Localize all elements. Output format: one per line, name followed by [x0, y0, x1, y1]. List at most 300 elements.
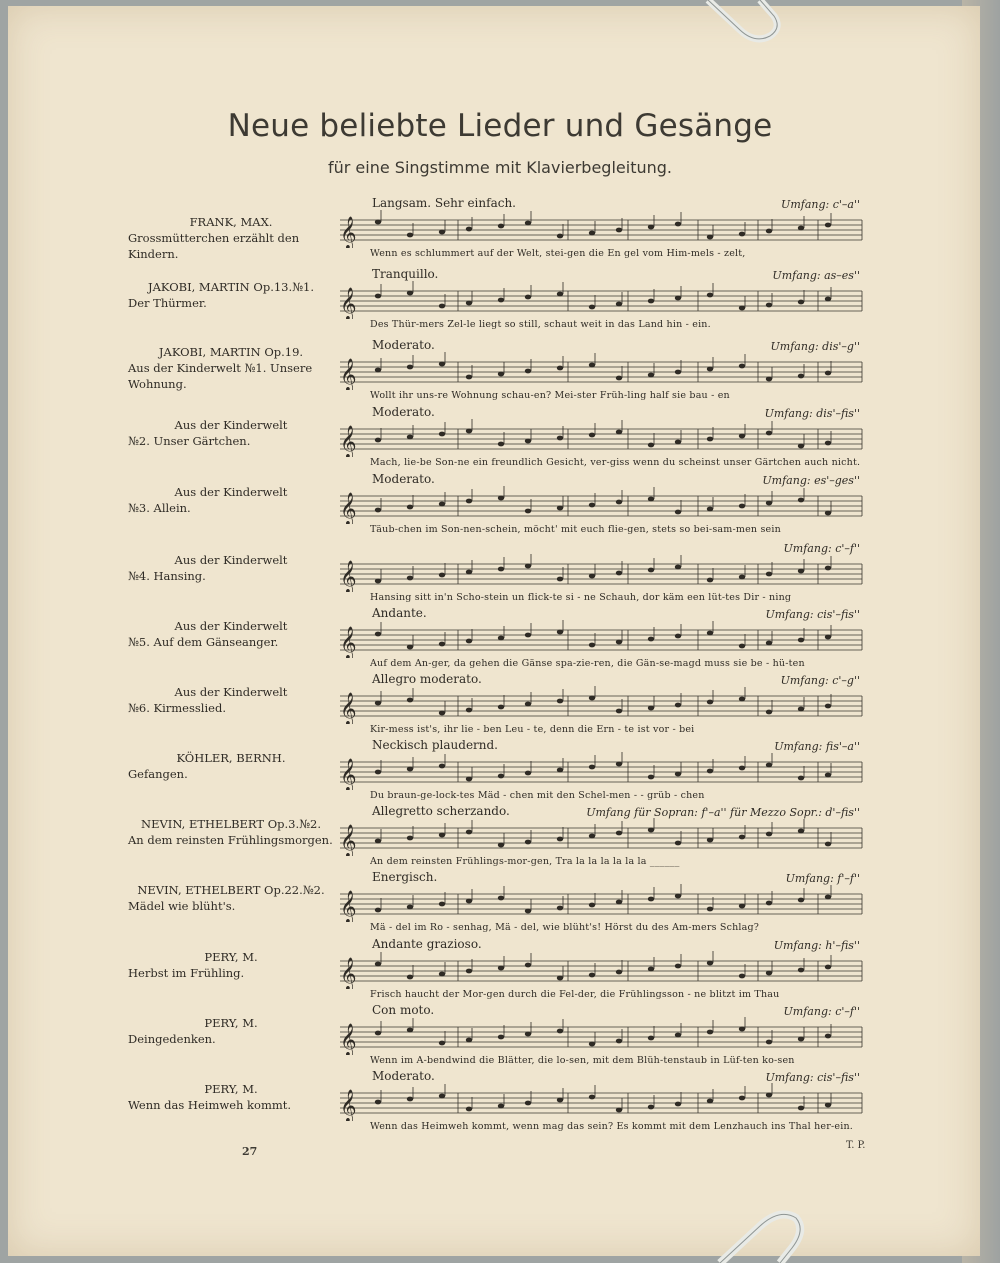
note-head: [739, 232, 745, 237]
note-head: [707, 235, 713, 240]
treble-clef: 𝄞: [340, 957, 357, 989]
note-head: [439, 502, 445, 507]
note-head: [825, 223, 831, 228]
note-head: [407, 291, 413, 296]
song-lyrics: Hansing sitt in'n Scho-stein un flick-te si - ne Schauh, dor käm een lüt-tes Dir - ning: [370, 592, 792, 603]
note-head: [798, 498, 804, 503]
page-subtitle: für eine Singstimme mit Klavierbegleitung.: [327, 158, 672, 177]
note-head: [675, 222, 681, 227]
note-head: [498, 705, 504, 710]
note-head: [825, 773, 831, 778]
note-head: [648, 568, 654, 573]
note-head: [825, 566, 831, 571]
note-head: [707, 1099, 713, 1104]
note-head: [589, 503, 595, 508]
note-head: [466, 570, 472, 575]
note-head: [557, 1098, 563, 1103]
note-head: [616, 831, 622, 836]
note-head: [707, 700, 713, 705]
note-head: [375, 368, 381, 373]
note-head: [525, 295, 531, 300]
note-head: [407, 698, 413, 703]
composer-name: KÖHLER, BERNH.: [176, 751, 286, 765]
tempo-marking: Energisch.: [372, 870, 438, 884]
note-head: [589, 305, 595, 310]
note-head: [707, 961, 713, 966]
note-head: [766, 641, 772, 646]
vocal-range: Umfang: c'–g'': [780, 674, 860, 687]
note-head: [407, 767, 413, 772]
note-head: [407, 233, 413, 238]
song-label: [128, 484, 334, 516]
note-head: [407, 645, 413, 650]
note-head: [589, 903, 595, 908]
note-head: [766, 901, 772, 906]
note-head: [798, 968, 804, 973]
vocal-range: Umfang: c'–f'': [783, 542, 860, 555]
song-label: [128, 684, 334, 716]
note-head: [616, 640, 622, 645]
note-head: [766, 377, 772, 382]
note-head: [525, 221, 531, 226]
note-head: [648, 1036, 654, 1041]
note-head: [825, 842, 831, 847]
treble-clef: 𝄞: [340, 692, 357, 724]
note-head: [766, 1040, 772, 1045]
note-head: [648, 1105, 654, 1110]
music-staff: [338, 1083, 868, 1121]
note-head: [498, 636, 504, 641]
song-lyrics: Du braun-ge-lock-tes Mäd - chen mit den Schel-men - - grüb - chen: [370, 790, 705, 801]
note-head: [557, 234, 563, 239]
note-head: [557, 436, 563, 441]
note-head: [439, 764, 445, 769]
treble-clef: 𝄞: [340, 425, 357, 457]
note-head: [498, 1104, 504, 1109]
note-head: [825, 965, 831, 970]
song-label: [128, 1081, 334, 1113]
note-head: [739, 974, 745, 979]
note-head: [407, 505, 413, 510]
note-head: [648, 225, 654, 230]
composer-name: NEVIN, ETHELBERT Op.22.№2.: [137, 883, 325, 897]
work-title: Der Thürmer.: [128, 296, 207, 310]
treble-clef: 𝄞: [340, 824, 357, 856]
note-head: [766, 431, 772, 436]
note-head: [589, 834, 595, 839]
note-head: [648, 897, 654, 902]
note-head: [466, 375, 472, 380]
note-head: [825, 635, 831, 640]
composer-name: Aus der Kinderwelt: [174, 418, 288, 432]
song-lyrics: Wollt ihr uns-re Wohnung schau-en? Mei-ster Früh-ling half sie bau - en: [370, 390, 730, 401]
note-head: [557, 366, 563, 371]
song-lyrics: Kir-mess ist's, ihr lie - ben Leu - te, denn die Ern - te ist vor - bei: [370, 724, 695, 735]
note-head: [798, 638, 804, 643]
note-head: [557, 768, 563, 773]
note-head: [675, 703, 681, 708]
note-head: [739, 904, 745, 909]
note-head: [675, 296, 681, 301]
song-label: [128, 1015, 334, 1047]
treble-clef: 𝄞: [340, 358, 357, 390]
composer-name: Aus der Kinderwelt: [174, 553, 288, 567]
note-head: [616, 571, 622, 576]
note-head: [589, 433, 595, 438]
note-head: [707, 631, 713, 636]
note-head: [675, 1033, 681, 1038]
treble-clef: 𝄞: [340, 1089, 357, 1121]
note-head: [375, 770, 381, 775]
note-head: [525, 909, 531, 914]
note-head: [766, 710, 772, 715]
note-head: [525, 702, 531, 707]
music-staff: [338, 752, 868, 790]
song-entry: [0, 196, 1000, 264]
note-head: [675, 1102, 681, 1107]
note-head: [675, 634, 681, 639]
note-head: [675, 565, 681, 570]
work-title: №2. Unser Gärtchen.: [128, 434, 251, 448]
work-title: №4. Hansing.: [128, 569, 206, 583]
song-label: [128, 279, 334, 311]
note-head: [439, 972, 445, 977]
song-lyrics: Mach, lie-be Son-ne ein freundlich Gesicht, ver-giss wenn du scheinst unser Gärtchen auch nicht.: [370, 457, 861, 468]
note-head: [648, 443, 654, 448]
music-staff: [338, 486, 868, 524]
note-head: [525, 564, 531, 569]
note-head: [675, 370, 681, 375]
note-head: [616, 500, 622, 505]
note-head: [825, 895, 831, 900]
note-head: [439, 1094, 445, 1099]
note-head: [525, 633, 531, 638]
note-head: [589, 1042, 595, 1047]
note-head: [498, 843, 504, 848]
tempo-marking: Moderato.: [372, 1069, 435, 1083]
music-staff: [338, 352, 868, 390]
note-head: [557, 506, 563, 511]
note-head: [616, 900, 622, 905]
note-head: [675, 440, 681, 445]
note-head: [439, 902, 445, 907]
song-label: [128, 344, 334, 392]
note-head: [525, 369, 531, 374]
composer-name: JAKOBI, MARTIN Op.13.№1.: [148, 280, 314, 294]
song-entry: [0, 937, 1000, 1005]
note-head: [466, 227, 472, 232]
note-head: [466, 639, 472, 644]
note-head: [616, 302, 622, 307]
song-lyrics: Auf dem An-ger, da gehen die Gänse spa-zie-ren, die Gän-se-magd muss sie be - hü-ten: [370, 658, 805, 669]
work-title: №6. Kirmesslied.: [128, 701, 226, 715]
note-head: [825, 704, 831, 709]
note-head: [798, 569, 804, 574]
note-head: [375, 908, 381, 913]
song-label: [128, 214, 334, 262]
note-head: [498, 774, 504, 779]
note-head: [439, 1041, 445, 1046]
note-head: [648, 706, 654, 711]
song-label: [128, 750, 334, 782]
note-head: [407, 365, 413, 370]
note-head: [675, 894, 681, 899]
tempo-marking: Andante grazioso.: [372, 937, 482, 951]
note-head: [375, 839, 381, 844]
note-head: [825, 1034, 831, 1039]
note-head: [525, 771, 531, 776]
vocal-range: Umfang: h'–fis'': [773, 939, 860, 952]
song-lyrics: Wenn das Heimweh kommt, wenn mag das sein? Es kommt mit dem Lenzhauch ins Thal her-ein.: [370, 1121, 854, 1132]
note-head: [707, 507, 713, 512]
note-head: [798, 300, 804, 305]
note-head: [466, 708, 472, 713]
note-head: [407, 1097, 413, 1102]
note-head: [498, 567, 504, 572]
note-head: [525, 1032, 531, 1037]
work-title: Wenn das Heimweh kommt.: [128, 1098, 292, 1112]
vocal-range: Umfang: f'–f'': [785, 872, 860, 885]
treble-clef: 𝄞: [340, 758, 357, 790]
music-staff: [338, 818, 868, 856]
composer-name: Aus der Kinderwelt: [174, 485, 288, 499]
work-title: Grossmütterchen erzählt den Kindern.: [128, 231, 300, 261]
vocal-range: Umfang: cis'–fis'': [765, 608, 860, 621]
tempo-marking: Tranquillo.: [372, 267, 439, 281]
note-head: [439, 833, 445, 838]
vocal-range: Umfang: c'–f'': [783, 1005, 860, 1018]
note-head: [466, 499, 472, 504]
note-head: [589, 1095, 595, 1100]
note-head: [798, 1037, 804, 1042]
song-entry: [0, 606, 1000, 674]
song-label: [128, 949, 334, 981]
vocal-range: Umfang: es'–ges'': [762, 474, 860, 487]
note-head: [766, 501, 772, 506]
note-head: [439, 304, 445, 309]
composer-name: Aus der Kinderwelt: [174, 685, 288, 699]
vocal-range: Umfang: dis'–g'': [770, 340, 860, 353]
note-head: [739, 434, 745, 439]
music-staff: [338, 686, 868, 724]
song-entry: [0, 405, 1000, 473]
tempo-marking: Neckisch plaudernd.: [372, 738, 498, 752]
note-head: [675, 510, 681, 515]
work-title: Aus der Kinderwelt №1. Unsere Wohnung.: [128, 361, 313, 391]
note-head: [466, 899, 472, 904]
note-head: [498, 224, 504, 229]
song-label: [128, 882, 334, 914]
note-head: [707, 437, 713, 442]
note-head: [648, 497, 654, 502]
note-head: [375, 1100, 381, 1105]
note-head: [375, 294, 381, 299]
note-head: [739, 1096, 745, 1101]
note-head: [766, 832, 772, 837]
note-head: [589, 574, 595, 579]
note-head: [739, 1027, 745, 1032]
note-head: [766, 763, 772, 768]
note-head: [766, 303, 772, 308]
note-head: [739, 644, 745, 649]
note-head: [616, 376, 622, 381]
note-head: [557, 630, 563, 635]
treble-clef: 𝄞: [340, 287, 357, 319]
note-head: [498, 496, 504, 501]
note-head: [407, 905, 413, 910]
note-head: [707, 1030, 713, 1035]
composer-name: FRANK, MAX.: [189, 215, 273, 229]
note-head: [825, 1103, 831, 1108]
note-head: [375, 438, 381, 443]
tempo-marking: Allegro moderato.: [372, 672, 482, 686]
note-head: [616, 228, 622, 233]
note-head: [466, 1038, 472, 1043]
note-head: [375, 701, 381, 706]
note-head: [375, 508, 381, 513]
treble-clef: 𝄞: [340, 560, 357, 592]
note-head: [407, 836, 413, 841]
note-head: [439, 432, 445, 437]
note-head: [375, 1031, 381, 1036]
note-head: [439, 642, 445, 647]
music-staff: [338, 554, 868, 592]
music-staff: [338, 210, 868, 248]
work-title: №3. Allein.: [128, 501, 191, 515]
song-entry: [0, 672, 1000, 740]
note-head: [798, 1106, 804, 1111]
tempo-marking: Andante.: [372, 606, 427, 620]
note-head: [739, 364, 745, 369]
music-staff: [338, 1017, 868, 1055]
tempo-marking: Con moto.: [372, 1003, 435, 1017]
song-label: [128, 552, 334, 584]
note-head: [739, 504, 745, 509]
song-entry: [0, 267, 1000, 335]
note-head: [407, 576, 413, 581]
note-head: [439, 573, 445, 578]
song-lyrics: An dem reinsten Frühlings-mor-gen, Tra la la la la la la ______: [370, 856, 680, 867]
note-head: [675, 964, 681, 969]
composer-name: PERY, M.: [204, 1082, 258, 1096]
note-head: [648, 373, 654, 378]
note-head: [739, 766, 745, 771]
work-title: Mädel wie blüht's.: [128, 899, 236, 913]
treble-clef: 𝄞: [340, 492, 357, 524]
note-head: [525, 963, 531, 968]
tempo-marking: Moderato.: [372, 405, 435, 419]
note-head: [407, 435, 413, 440]
song-entry: [0, 1003, 1000, 1071]
note-head: [825, 371, 831, 376]
note-head: [375, 632, 381, 637]
note-head: [466, 777, 472, 782]
song-entry: [0, 540, 1000, 608]
note-head: [798, 444, 804, 449]
note-head: [707, 578, 713, 583]
note-head: [616, 430, 622, 435]
note-head: [466, 1107, 472, 1112]
note-head: [707, 838, 713, 843]
note-head: [675, 772, 681, 777]
note-head: [648, 967, 654, 972]
note-head: [825, 297, 831, 302]
note-head: [498, 298, 504, 303]
note-head: [707, 367, 713, 372]
note-head: [589, 231, 595, 236]
composer-name: NEVIN, ETHELBERT Op.3.№2.: [141, 817, 321, 831]
note-head: [466, 429, 472, 434]
note-head: [589, 973, 595, 978]
note-head: [739, 697, 745, 702]
note-head: [798, 707, 804, 712]
note-head: [766, 971, 772, 976]
song-entry: [0, 870, 1000, 938]
note-head: [557, 577, 563, 582]
note-head: [675, 841, 681, 846]
song-entry: [0, 1069, 1000, 1137]
music-staff: [338, 620, 868, 658]
note-head: [825, 441, 831, 446]
note-head: [798, 374, 804, 379]
note-head: [525, 509, 531, 514]
composer-name: Aus der Kinderwelt: [174, 619, 288, 633]
note-head: [525, 1101, 531, 1106]
composer-name: PERY, M.: [204, 1016, 258, 1030]
note-head: [739, 575, 745, 580]
song-label: [128, 417, 334, 449]
note-head: [766, 572, 772, 577]
work-title: Herbst im Frühling.: [128, 966, 245, 980]
song-label: [128, 618, 334, 650]
note-head: [498, 896, 504, 901]
note-head: [407, 1028, 413, 1033]
note-head: [557, 837, 563, 842]
note-head: [375, 962, 381, 967]
tempo-marking: Langsam. Sehr einfach.: [372, 196, 516, 210]
note-head: [525, 840, 531, 845]
note-head: [557, 1029, 563, 1034]
note-head: [525, 439, 531, 444]
note-head: [498, 442, 504, 447]
note-head: [616, 1108, 622, 1113]
note-head: [798, 829, 804, 834]
tempo-marking: Allegretto scherzando.: [372, 804, 510, 818]
tempo-marking: Moderato.: [372, 338, 435, 352]
note-head: [439, 711, 445, 716]
treble-clef: 𝄞: [340, 626, 357, 658]
composer-name: JAKOBI, MARTIN Op.19.: [158, 345, 304, 359]
song-lyrics: Mä - del im Ro - senhag, Mä - del, wie blüht's! Hörst du des Am-mers Schlag?: [370, 922, 760, 933]
song-lyrics: Frisch haucht der Mor-gen durch die Fel-der, die Frühlingsson - ne blitzt im Thau: [370, 989, 780, 1000]
note-head: [616, 970, 622, 975]
note-head: [557, 976, 563, 981]
work-title: №5. Auf dem Gänseanger.: [128, 635, 279, 649]
note-head: [707, 293, 713, 298]
song-lyrics: Täub-chen im Son-nen-schein, möcht' mit euch flie-gen, stets so bei-sam-men sein: [370, 524, 781, 535]
vocal-range: Umfang für Sopran: f'–a'' für Mezzo Sopr.: d'–fis'': [586, 806, 860, 819]
note-head: [648, 828, 654, 833]
note-head: [825, 511, 831, 516]
note-head: [707, 907, 713, 912]
note-head: [616, 762, 622, 767]
note-head: [589, 696, 595, 701]
note-head: [589, 765, 595, 770]
song-lyrics: Wenn im A-bendwind die Blätter, die lo-sen, mit dem Blüh-tenstaub in Lüf-ten ko-sen: [370, 1055, 795, 1066]
work-title: Deingedenken.: [128, 1032, 216, 1046]
note-head: [439, 362, 445, 367]
music-staff: [338, 951, 868, 989]
